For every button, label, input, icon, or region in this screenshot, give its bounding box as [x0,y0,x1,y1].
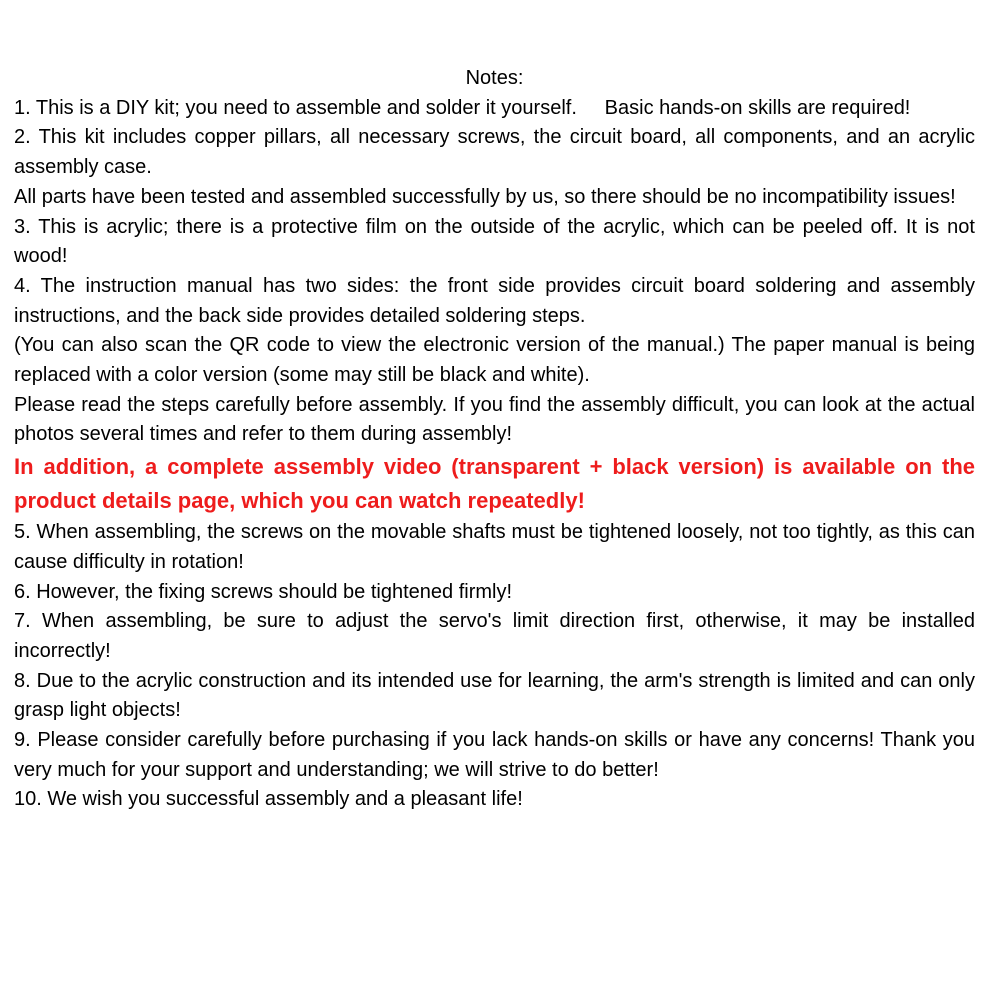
note-item-2: 2. This kit includes copper pillars, all necessary screws, the circuit board, all components, and an acrylic assembly case. [14,126,975,179]
note-item-3: 3. This is acrylic; there is a protective film on the outside of the acrylic, which can be peeled off. It is not wood! [14,215,975,268]
note-item-1: 1. This is a DIY kit; you need to assemble and solder it yourself. Basic hands-on skills are required! [14,96,911,119]
note-item-4-read-steps: Please read the steps carefully before assembly. If you find the assembly difficult, you can look at the actual photos several times and refer to them during assembly! [14,393,975,446]
notes-title: Notes: [465,67,524,89]
note-item-4-qr-info: (You can also scan the QR code to view the electronic version of the manual.) The paper manual is being replaced with a color version (some may still be black and white). [14,334,975,387]
note-item-8: 8. Due to the acrylic construction and its intended use for learning, the arm's strength is limited and can only grasp light objects! [14,669,975,722]
note-item-5: 5. When assembling, the screws on the movable shafts must be tightened loosely, not too tightly, as this can cause difficulty in rotation! [14,521,975,573]
assembly-video-notice: In addition, a complete assembly video (transparent + black version) is available on the product details page, which you can watch repeatedly! [14,454,975,514]
note-item-10: 10. We wish you successful assembly and a pleasant life! [14,788,523,811]
note-item-6: 6. However, the fixing screws should be tightened firmly! [14,580,513,603]
note-item-7: 7. When assembling, be sure to adjust the servo's limit direction first, otherwise, it may be installed incorrectly! [14,610,975,662]
notes-document [14,64,975,815]
note-item-4: 4. The instruction manual has two sides: the front side provides circuit board soldering and assembly instructions, and the back side provides detailed soldering steps. [14,274,975,327]
note-item-9: 9. Please consider carefully before purchasing if you lack hands-on skills or have any concerns! Thank you very much for your support and understanding; we will strive to do better! [14,729,975,781]
note-item-2-continued: All parts have been tested and assembled successfully by us, so there should be no incompatibility issues! [14,185,956,208]
